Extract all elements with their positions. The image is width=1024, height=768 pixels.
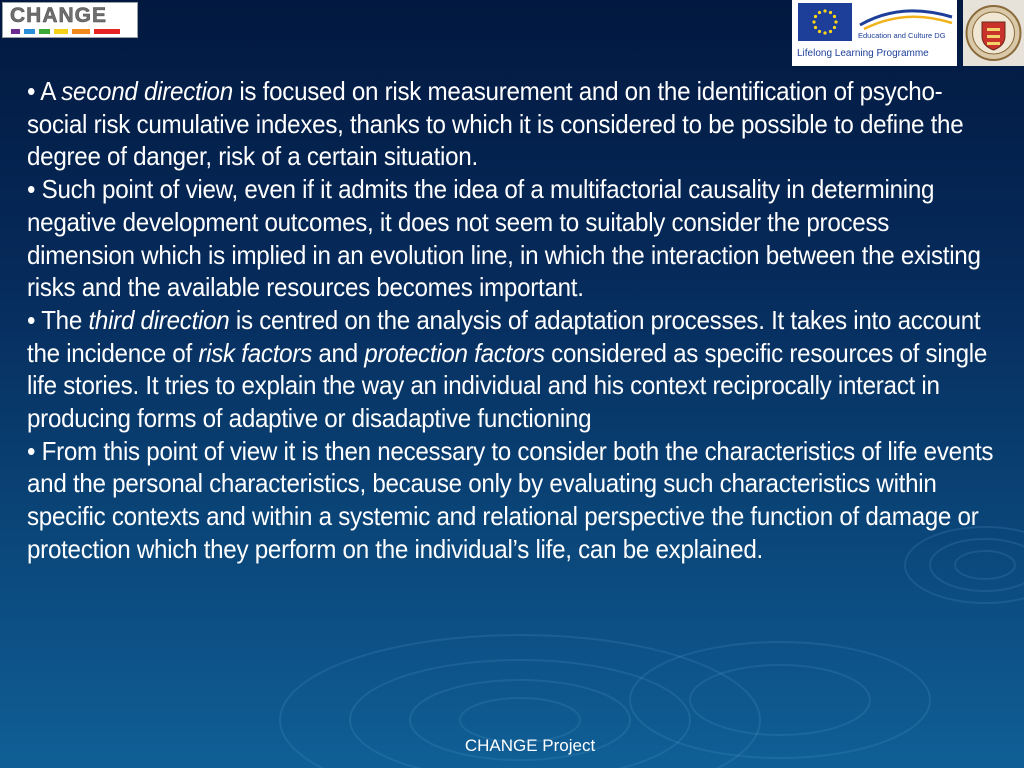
bullet-point-of-view — [27, 173, 1002, 304]
emphasis-risk-factors: risk factors — [198, 337, 312, 368]
bullet-text: • From this point of view it is then necessary to consider both the characteristics of life events and the personal characteristics, because only by evaluating such characteristics within specific contexts and within a systemic and relational perspective the function of damage or protection which they perform on the individual’s life, can be explained. — [27, 435, 994, 564]
university-seal-icon — [963, 0, 1024, 66]
emphasis-third-direction: third direction — [88, 304, 230, 335]
bullet-third-direction — [27, 304, 1002, 435]
bullet-text: considered as specific resources of single life stories. It tries to explain the way an individual and his context reciprocally interact in producing forms of adaptive or disadaptive functioning — [27, 337, 988, 434]
color-bar — [72, 29, 90, 34]
bullet-lead: • A — [27, 76, 62, 106]
color-bar — [11, 29, 20, 34]
change-logo-text: CHANGE — [10, 4, 108, 27]
bullet-text: • Such point of view, even if it admits the idea of a multifactorial causality in determining negative development outcomes, it does not seem to suitably consider the process dimension which is implied in an evolution line, in which the interaction between the existing risks and the available resources becomes important. — [27, 174, 981, 303]
emphasis-protection-factors: protection factors — [364, 337, 545, 368]
bullet-lead: • The — [27, 304, 89, 335]
bullet-characteristics — [27, 435, 1002, 566]
eu-lifelong-learning-logo — [792, 0, 957, 66]
eu-flag-icon — [798, 3, 852, 41]
change-project-logo — [2, 2, 138, 38]
color-bar — [54, 29, 68, 34]
color-bar — [39, 29, 50, 34]
slide-body-text — [27, 75, 1002, 566]
color-bar — [24, 29, 35, 34]
emphasis-second-direction: second direction — [61, 76, 233, 106]
bullet-text: is centred on the analysis of adaptation processes. It takes into account the incidence of — [27, 304, 981, 368]
bullet-text: and — [311, 337, 365, 368]
color-bar — [94, 29, 120, 34]
bullet-second-direction — [27, 75, 1002, 173]
education-culture-text: Education and Culture DG — [858, 31, 946, 40]
lifelong-learning-text: Lifelong Learning Programme — [797, 48, 929, 59]
slide-footer: CHANGE Project — [464, 736, 596, 755]
change-logo-color-bars — [11, 29, 120, 34]
education-culture-swoosh-icon — [858, 3, 954, 31]
bullet-text: is focused on risk measurement and on the identification of psycho-social risk cumulative indexes, thanks to which it is considered to be possible to define the degree of danger, risk of a certain situation. — [27, 76, 964, 172]
